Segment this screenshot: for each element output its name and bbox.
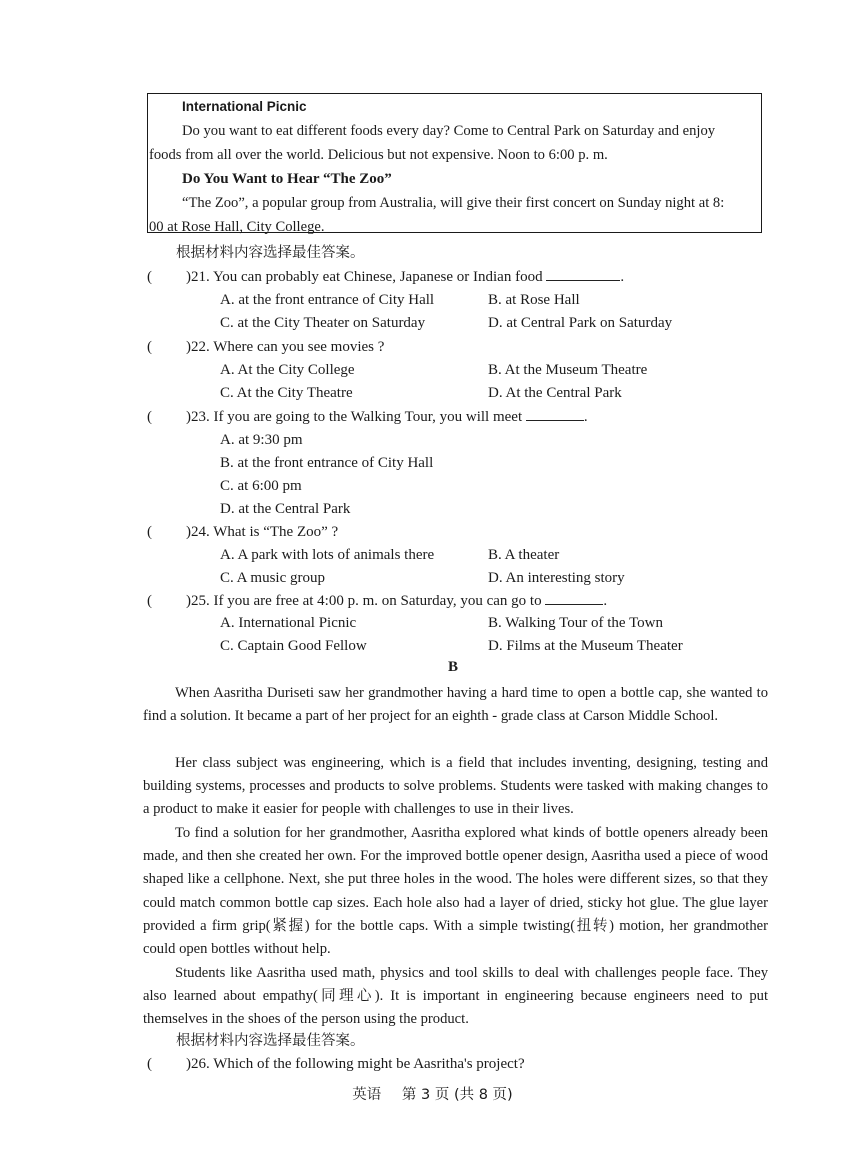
section-b-heading: B (448, 659, 459, 675)
question-24: )24. What is “The Zoo” ? (186, 524, 339, 540)
question-23: )23. If you are going to the Walking Tour, you will meet . (186, 406, 588, 428)
question-22: )22. Where can you see movies ? (186, 339, 385, 355)
option-a: A. at the front entrance of City Hall (220, 292, 435, 308)
option-b: B. Walking Tour of the Town (488, 615, 664, 631)
option-c: C. Captain Good Fellow (220, 638, 367, 654)
passage-paragraph-4: Students like Aasritha used math, physics and tool skills to deal with challenges people face. They also learned about empathy(同理心). It is important in engineering because engineers need to put themselves in the shoes of the person using the product. (143, 965, 768, 1028)
option-d: D. An interesting story (488, 570, 625, 586)
instruction-b: 根据材料内容选择最佳答案。 (176, 1033, 365, 1049)
option-b: B. A theater (488, 547, 560, 563)
option-b: B. At the Museum Theatre (488, 362, 648, 378)
option-d: D. Films at the Museum Theater (488, 638, 683, 654)
page-footer (0, 1083, 865, 1104)
answer-blank[interactable] (545, 590, 603, 605)
option-b: B. at Rose Hall (488, 292, 580, 308)
passage-paragraph-2: Her class subject was engineering, which is a field that includes inventing, designing, testing and building systems, processes and products to solve problems. Students were tasked with making changes to a product to make it easier for people with challenges to use in their lives. (143, 755, 768, 818)
answer-paren: ( (147, 269, 152, 285)
notice-box (147, 93, 762, 233)
answer-paren: ( (147, 593, 152, 609)
answer-paren: ( (147, 339, 152, 355)
picnic-line-1: Do you want to eat different foods every day? Come to Central Park on Saturday and enjoy (182, 123, 716, 139)
question-26: )26. Which of the following might be Aasritha's project? (186, 1056, 525, 1072)
option-d: D. At the Central Park (488, 385, 622, 401)
option-a: A. A park with lots of animals there (220, 547, 435, 563)
option-d: D. at Central Park on Saturday (488, 315, 673, 331)
picnic-title: International Picnic (182, 99, 307, 114)
question-stem: )25. If you are free at 4:00 p. m. on Saturday, you can go to (186, 593, 542, 609)
zoo-line-1: “The Zoo”, a popular group from Australia, will give their first concert on Sunday night at 8: (182, 195, 725, 211)
option-c: C. A music group (220, 570, 326, 586)
footer-page-number: 第 3 页 (共 8 页) (401, 1087, 513, 1103)
answer-paren: ( (147, 524, 152, 540)
option-b: B. at the front entrance of City Hall (220, 455, 434, 471)
footer-subject: 英语 (352, 1087, 382, 1103)
option-c: C. At the City Theatre (220, 385, 353, 401)
answer-blank[interactable] (546, 266, 620, 281)
answer-paren: ( (147, 1056, 152, 1072)
zoo-line-2: 00 at Rose Hall, City College. (149, 219, 325, 235)
option-d: D. at the Central Park (220, 501, 351, 517)
question-25: )25. If you are free at 4:00 p. m. on Saturday, you can go to . (186, 590, 607, 612)
passage-paragraph-3: To find a solution for her grandmother, Aasritha explored what kinds of bottle openers already been made, and then she created her own. For the improved bottle opener design, Aasritha used a piece of wood shaped like a cellphone. Next, she put three holes in the wood. The holes were different sizes, so that they could match common bottle cap sizes. Each hole also had a layer of dried, sticky hot glue. The glue layer provided a firm grip(紧握) for the bottle caps. With a simple twisting(扭转) motion, her grandmother could open bottles without help. (143, 825, 768, 958)
answer-paren: ( (147, 409, 152, 425)
option-c: C. at the City Theater on Saturday (220, 315, 426, 331)
passage-paragraph-1: When Aasritha Duriseti saw her grandmother having a hard time to open a bottle cap, she wanted to find a solution. It became a part of her project for an eighth - grade class at Carson Middle School. (143, 685, 768, 725)
answer-blank[interactable] (526, 406, 584, 421)
picnic-line-2: foods from all over the world. Delicious but not expensive. Noon to 6:00 p. m. (149, 147, 608, 163)
option-a: A. International Picnic (220, 615, 357, 631)
option-a: A. at 9:30 pm (220, 432, 303, 448)
question-stem: )21. You can probably eat Chinese, Japanese or Indian food (186, 269, 543, 285)
instruction-a: 根据材料内容选择最佳答案。 (176, 245, 365, 261)
zoo-title: Do You Want to Hear “The Zoo” (182, 171, 392, 187)
question-stem: )23. If you are going to the Walking Tour, you will meet (186, 409, 523, 425)
question-21: )21. You can probably eat Chinese, Japanese or Indian food . (186, 266, 624, 288)
option-c: C. at 6:00 pm (220, 478, 302, 494)
option-a: A. At the City College (220, 362, 355, 378)
